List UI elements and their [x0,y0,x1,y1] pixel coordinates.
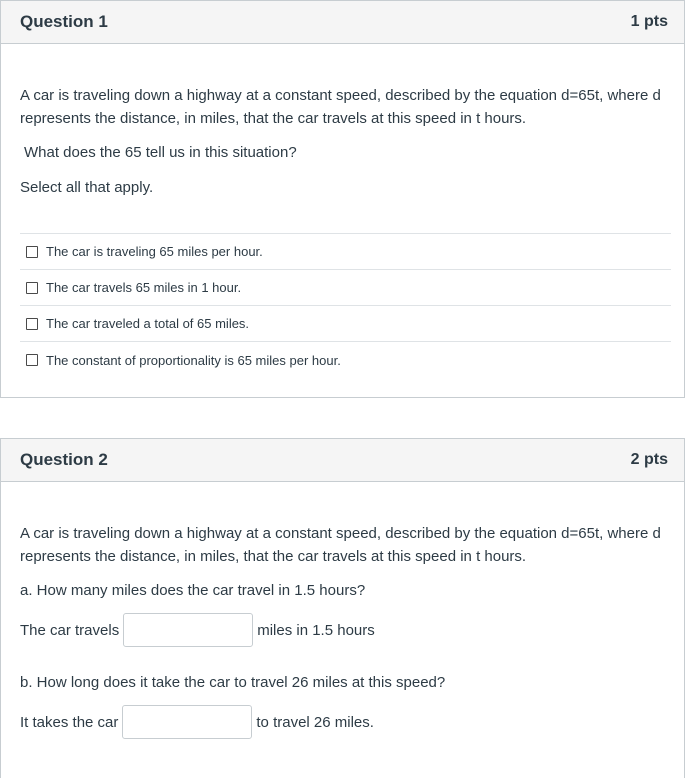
question-2-prompt [20,522,675,568]
blank-b-before: It takes the car [20,713,119,731]
answer-checkbox[interactable] [26,354,38,366]
answer-checkbox[interactable] [26,318,38,330]
blank-b-input[interactable] [122,705,252,739]
question-1-instruction: Select all that apply. [20,179,154,196]
question-1-subquestion: What does the 65 tell us in this situation? [24,144,297,161]
question-2-prompt-line1: A car is traveling down a highway at a constant speed, described by the equation d=65t, where d [20,525,661,542]
answer-label[interactable]: The car travels 65 miles in 1 hour. [46,280,242,295]
question-1-answer-list [20,233,671,378]
question-1-title: Question 1 [20,12,108,31]
question-1-prompt [20,84,675,130]
question-2-points: 2 pts [630,451,668,468]
answer-option[interactable] [20,342,671,378]
answer-checkbox[interactable] [26,246,38,258]
question-1-header [1,1,684,44]
question-2-card [0,438,685,778]
question-2-blank-a-row [20,613,375,647]
answer-label[interactable]: The constant of proportionality is 65 miles per hour. [46,352,341,368]
question-1-prompt-line2: represents the distance, in miles, that the car travels at this speed in t hours. [20,110,527,127]
question-2-part-a: a. How many miles does the car travel in 1.5 hours? [20,582,366,599]
question-2-blank-b-row [20,705,374,739]
blank-a-after: miles in 1.5 hours [257,621,375,639]
blank-a-input[interactable] [123,613,253,647]
answer-option[interactable] [20,270,671,306]
blank-a-before: The car travels [20,621,120,639]
answer-checkbox[interactable] [26,282,38,294]
question-1-prompt-line1: A car is traveling down a highway at a constant speed, described by the equation d=65t, where d [20,87,661,104]
question-2-title: Question 2 [20,450,108,469]
answer-label[interactable]: The car is traveling 65 miles per hour. [46,244,263,259]
blank-b-after: to travel 26 miles. [256,713,374,731]
question-2-part-b: b. How long does it take the car to travel 26 miles at this speed? [20,674,446,691]
question-2-prompt-line2: represents the distance, in miles, that the car travels at this speed in t hours. [20,548,527,565]
answer-option[interactable] [20,306,671,342]
answer-option[interactable] [20,234,671,270]
question-2-header [1,439,684,482]
question-1-points: 1 pts [630,13,668,30]
answer-label[interactable]: The car traveled a total of 65 miles. [46,316,250,331]
